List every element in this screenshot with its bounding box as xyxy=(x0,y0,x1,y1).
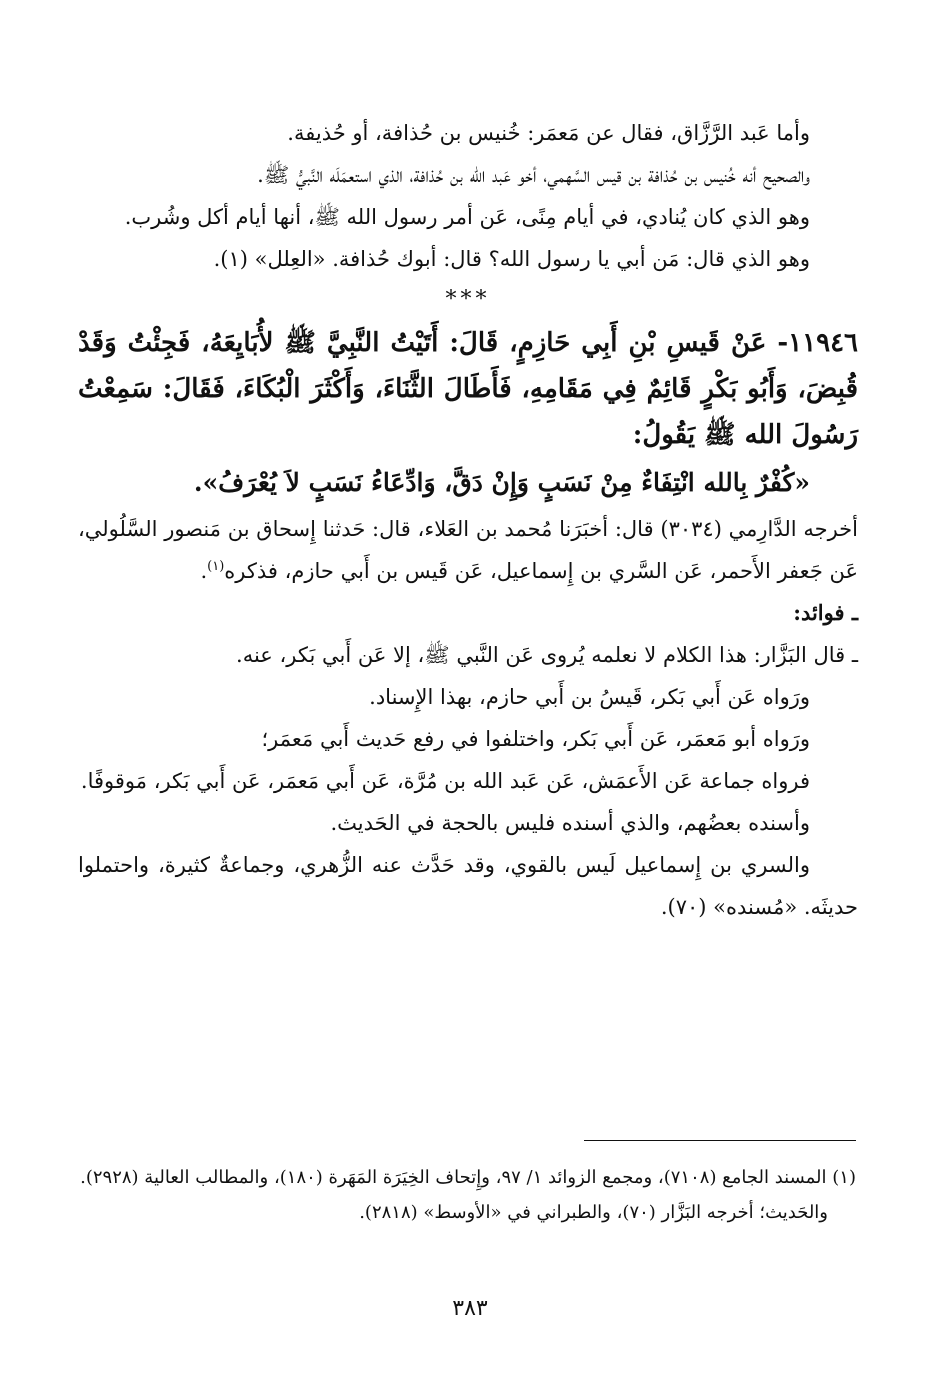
fawaid-line-3: ورَواه أبو مَعمَر، عَن أَبي بَكر، واختلفوا في رفع حَديث أَبي مَعمَر؛ xyxy=(261,727,810,751)
takhrij-end: . xyxy=(200,559,208,583)
hadith-text: ١١٩٤٦- عَنْ قَيسِ بْنِ أَبِي حَازِمٍ، قَالَ: أَتَيْتُ النَّبِيَّ ﷺ لأُبَايِعَهُ، فَجِئْتُ وَقَدْ قُبِضَ، وَأَبُو بَكْرٍ قَائِمٌ فِي مَقَامِهِ، فَأَطَالَ الثَّنَاءَ، وَأَكْثَرَ الْبُكَاءَ، فَقَالَ: سَمِعْتُ رَسُولَ الله ﷺ يَقُولُ: xyxy=(78,328,858,450)
footnote-2: والحَديث؛ أخرجه البَزَّار (٧٠)، والطبراني في «الأوسط» (٢٨١٨). xyxy=(359,1202,828,1223)
section-separator: *** xyxy=(445,287,491,312)
page-number: ٣٨٣ xyxy=(452,1296,488,1321)
hadith-matn: «كُفْرٌ بِالله انْتِفَاءٌ مِنْ نَسَبٍ وَإِنْ دَقَّ، وَادِّعَاءُ نَسَبٍ لاَ يُعْرَفُ». xyxy=(193,468,810,497)
paragraph-1: وأما عَبد الرَّزَّاق، فقال عن مَعمَر: خُنيس بن حُذافة، أو حُذيفة. xyxy=(287,121,810,145)
takhrij-text: أخرجه الدَّارِمي (٣٠٣٤) قال: أخبَرَنا مُحمد بن العَلاء، قال: حَدثنا إِسحاق بن مَنصور السَّلُولي، عَن جَعفر الأَحمر، عَن السَّري بن إِسماعيل، عَن قَيس بن أَبي حازم، فذكره xyxy=(78,517,858,583)
main-text xyxy=(78,112,858,928)
takhrij-paragraph xyxy=(78,508,858,592)
paragraph-2: والصحيح أنه خُنيس بن حُذافة بن قيس السَّهمي، أخو عَبد الله بن حُذافة، الذي استعمَلَه النَّبيُّ ﷺ. xyxy=(257,163,810,187)
fawaid-line-5: وأسنده بعضُهم، والذي أسنده فليس بالحجة في الحَديث. xyxy=(330,811,810,835)
footnote-1: (١) المسند الجامع (٧١٠٨)، ومجمع الزوائد ١/ ٩٧، وإِتحاف الخِيَرَة المَهَرة (١٨٠)، والمطالب العالية (٢٩٢٨). xyxy=(80,1167,856,1188)
fawaid-line-2: ورَواه عَن أَبي بَكر، قَيسُ بن أَبي حازم، بهذا الإِسناد. xyxy=(369,685,810,709)
paragraph-3: وهو الذي كان يُنادي، في أيام مِنًى، عَن أمر رسول الله ﷺ، أنها أيام أكل وشُرب. xyxy=(124,205,810,229)
footnotes xyxy=(80,1160,856,1230)
paragraph-4: وهو الذي قال: مَن أبي يا رسول الله؟ قال: أبوك حُذافة. «العِلل» (١). xyxy=(213,247,810,271)
footnote-ref: (١) xyxy=(207,559,225,574)
footnote-divider xyxy=(584,1140,856,1141)
fawaid-line-4: فرواه جماعة عَن الأَعمَش، عَن عَبد الله بن مُرَّة، عَن أَبي مَعمَر، عَن أَبي بَكر، مَوقوفًا. xyxy=(80,769,810,793)
fawaid-heading: ـ فوائد: xyxy=(793,600,858,625)
fawaid-line-6: والسري بن إِسماعيل لَيس بالقوي، وقد حَدَّث عنه الزُّهري، وجماعةٌ كثيرة، واحتملوا حديثَه. «مُسنده» (٧٠). xyxy=(78,853,858,919)
fawaid-line-1: ـ قال البَزَّار: هذا الكلام لا نعلمه يُروى عَن النَّبي ﷺ، إلا عَن أَبي بَكر، عنه. xyxy=(236,643,858,667)
